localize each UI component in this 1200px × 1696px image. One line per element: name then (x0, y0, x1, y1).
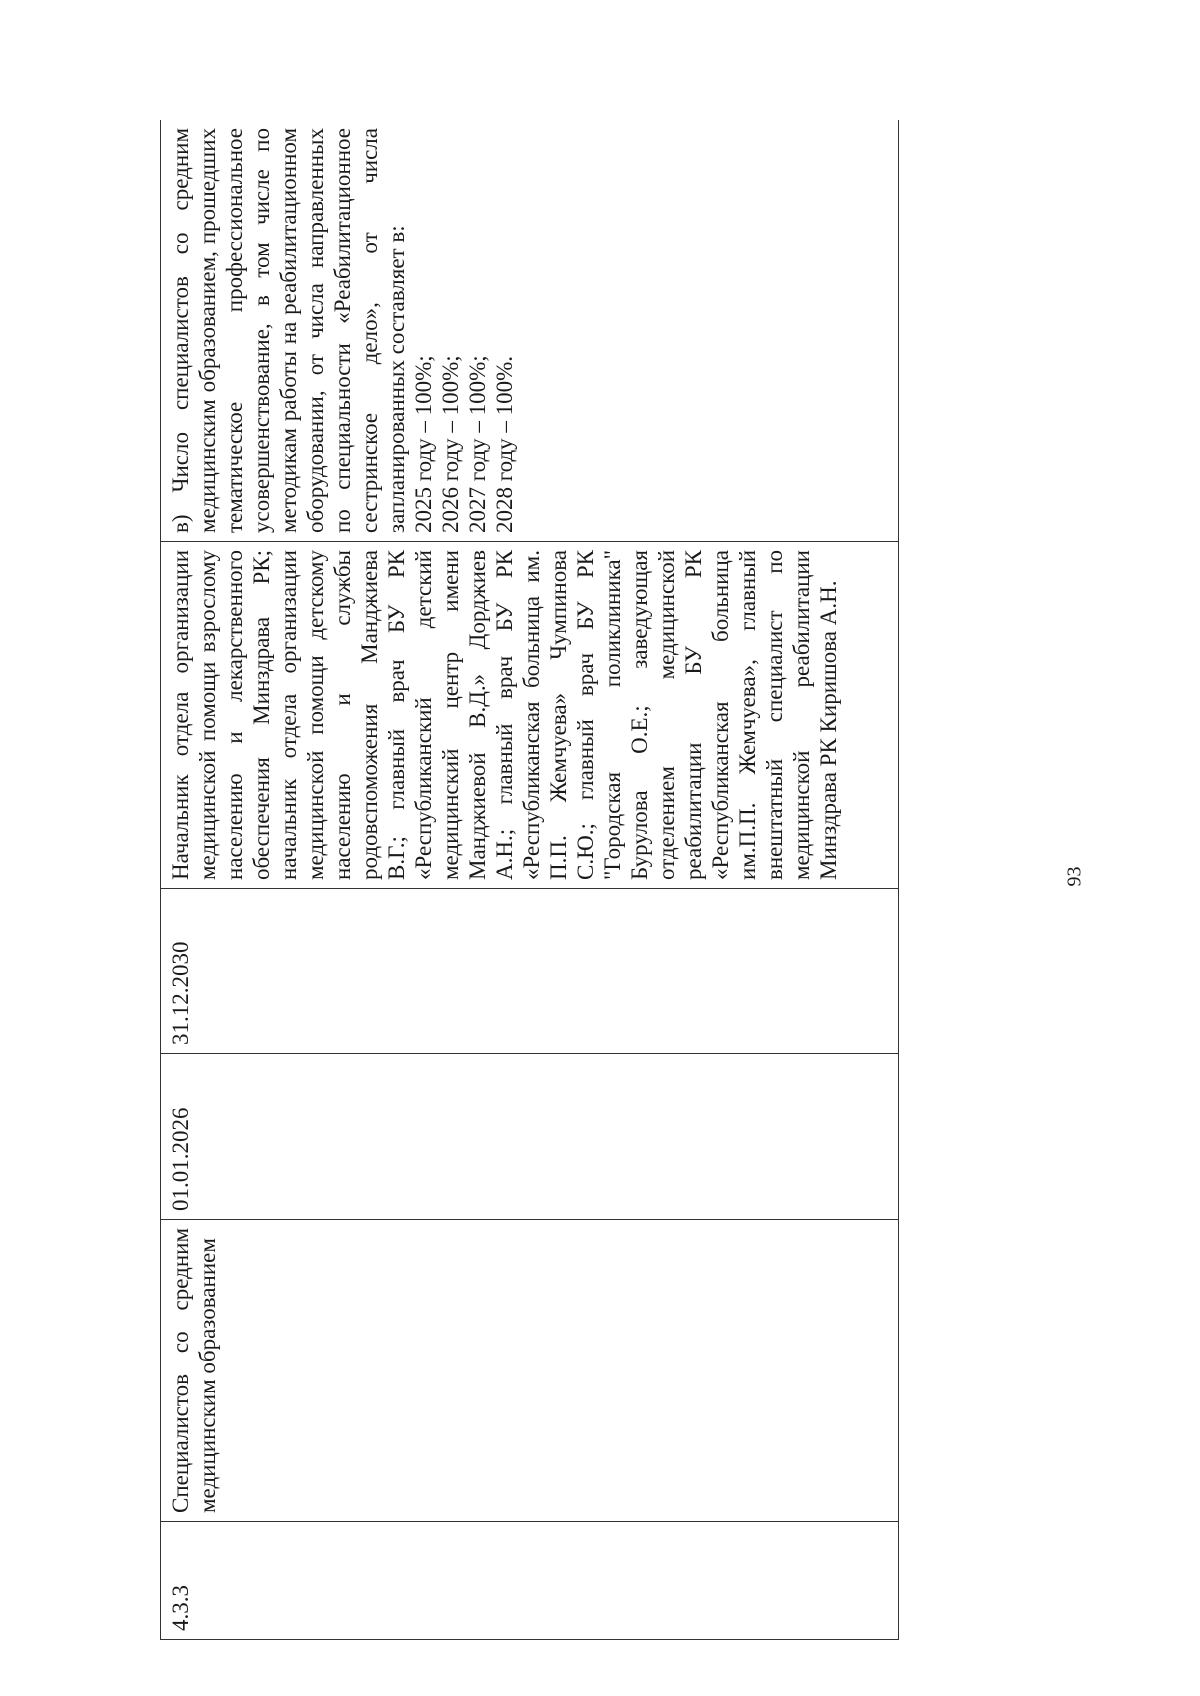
indicator-values-list (410, 128, 518, 533)
event-cell: Специалистов со средним медицинским образованием (161, 1220, 899, 1522)
rotated-table-frame (160, 120, 910, 1640)
page-number: 93 (1063, 866, 1086, 887)
indicator-value-2028: 2028 году – 100%. (492, 355, 517, 533)
indicator-cell (161, 120, 899, 542)
table-row (161, 120, 899, 1640)
plan-table (160, 120, 899, 1640)
indicator-value-2027: 2027 году – 100%; (465, 355, 490, 533)
table-container (160, 120, 910, 1640)
responsible-cell: Начальник отдела организации медицинской помощи взрослому населению и лекарственного обеспечения Минздрава РК; начальник отдела организации медицинской помощи детскому населению и службы родовспоможения Манджиева В.Г.; главный врач БУ РК «Республиканский детский медицинский центр имени Манджиевой В.Д.» Дорджиев А.Н.; главный врач БУ РК «Республиканская больница им. П.П. Жемчуева» Чумпинова С.Ю.; главный врач БУ РК "Городская поликлиника" Бурулова О.Е.; заведующая отделением медицинской реабилитации БУ РК «Республиканская больница им.П.П. Жемчуева», главный внештатный специалист по медицинской реабилитации Минздрава РК Киришова А.Н. (161, 542, 899, 889)
indicator-value-2025: 2025 году – 100%; (411, 355, 436, 533)
indicator-value-2026: 2026 году – 100%; (438, 355, 463, 533)
indicator-text: в) Число специалистов со средним медицинским образованием, прошедших тематическое профессиональное усовершенствование, в том числе по методикам работы на реабилитационном оборудовании, от числа направленных по специальности «Реабилитационное сестринское дело», от числа запланированных составляет в: (168, 128, 409, 533)
row-number-cell: 4.3.3 (161, 1522, 899, 1640)
start-date-cell: 01.01.2026 (161, 1054, 899, 1220)
end-date-cell: 31.12.2030 (161, 889, 899, 1054)
